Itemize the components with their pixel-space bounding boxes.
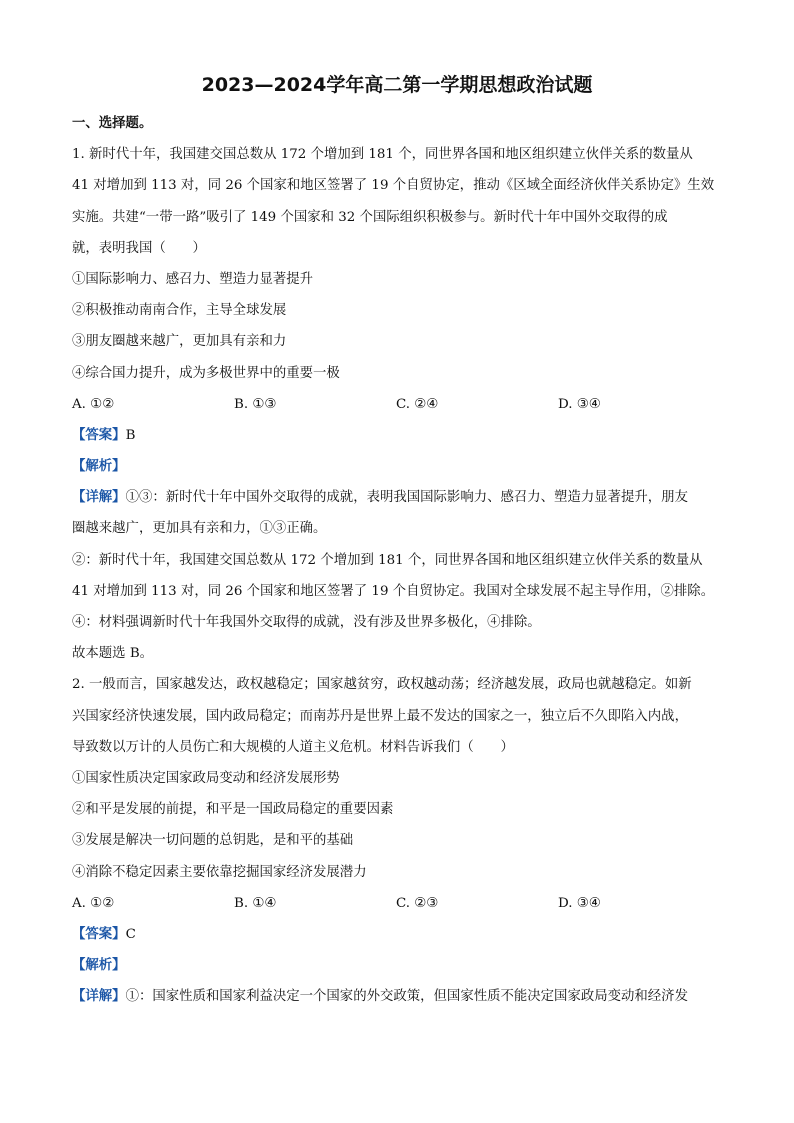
option-item: ④消除不稳定因素主要依靠挖掘国家经济发展潜力 <box>72 864 367 880</box>
question-text-line: 实施。共建“一带一路”吸引了 149 个国家和 32 个国际组织积极参与。新时代十年中国外交取得的成 <box>72 209 668 225</box>
answer-line <box>72 420 722 451</box>
choice-d: D. ③④ <box>558 895 601 911</box>
choice-c: C. ②③ <box>396 895 439 911</box>
detail-text: ①：国家性质和国家利益决定一个国家的外交政策，但国家性质不能决定国家政局变动和经济发 <box>125 989 688 1005</box>
answer-value: B <box>125 427 136 443</box>
detail-text-line: 圈越来越广，更加具有亲和力，①③正确。 <box>72 521 327 537</box>
detail-text-line: ②：新时代十年，我国建交国总数从 172 个增加到 181 个，同世界各国和地区组织建立伙伴关系的数量从 <box>72 552 703 568</box>
option-item: ③朋友圈越来越广，更加具有亲和力 <box>72 334 287 350</box>
detail-text-line: 41 对增加到 113 对，同 26 个国家和地区签署了 19 个自贸协定。我国对全球发展不起主导作用，②排除。 <box>72 583 715 599</box>
question-1 <box>72 139 722 669</box>
detail-tag: 【详解】 <box>72 490 126 506</box>
exam-content <box>72 108 722 1012</box>
question-text-line: 41 对增加到 113 对，同 26 个国家和地区签署了 19 个自贸协定，推动《区域全面经济伙伴关系协定》生效 <box>72 178 715 194</box>
answer-choices <box>72 389 722 420</box>
choice-b: B. ①③ <box>234 396 277 412</box>
option-item: ③发展是解决一切问题的总钥匙，是和平的基础 <box>72 833 354 849</box>
answer-tag: 【答案】 <box>72 427 126 443</box>
choice-b: B. ①④ <box>234 895 277 911</box>
choice-c: C. ②④ <box>396 396 439 412</box>
question-text-line: 2. 一般而言，国家越发达，政权越稳定；国家越贫穷，政权越动荡；经济越发展，政局也就越稳定。如新 <box>72 677 692 693</box>
answer-line <box>72 919 722 950</box>
analysis-tag: 【解析】 <box>72 958 126 974</box>
choice-a: A. ①② <box>72 396 115 412</box>
detail-text-line: 故本题选 B。 <box>72 646 154 662</box>
detail-line <box>72 981 722 1012</box>
analysis-tag: 【解析】 <box>72 459 126 475</box>
detail-line <box>72 482 722 513</box>
question-text-line: 就，表明我国（ ） <box>72 240 206 256</box>
page-title: 2023—2024学年高二第一学期思想政治试题 <box>201 74 593 96</box>
question-text-line: 1. 新时代十年，我国建交国总数从 172 个增加到 181 个，同世界各国和地区组织建立伙伴关系的数量从 <box>72 147 693 163</box>
choice-a: A. ①② <box>72 895 115 911</box>
detail-text-line: ④：材料强调新时代十年我国外交取得的成就，没有涉及世界多极化，④排除。 <box>72 615 541 630</box>
option-item: ①国家性质决定国家政局变动和经济发展形势 <box>72 770 340 786</box>
option-item: ①国际影响力、感召力、塑造力显著提升 <box>72 271 314 287</box>
option-item: ④综合国力提升，成为多极世界中的重要一极 <box>72 365 340 381</box>
answer-tag: 【答案】 <box>72 926 126 942</box>
question-text-line: 兴国家经济快速发展，国内政局稳定；而南苏丹是世界上最不发达的国家之一，独立后不久即陷入内战， <box>72 708 688 724</box>
question-2 <box>72 669 722 1012</box>
option-item: ②积极推动南南合作，主导全球发展 <box>72 303 287 319</box>
answer-value: C <box>125 926 136 942</box>
choice-d: D. ③④ <box>558 396 601 412</box>
option-item: ②和平是发展的前提，和平是一国政局稳定的重要因素 <box>72 802 394 818</box>
detail-text: ①③：新时代十年中国外交取得的成就，表明我国国际影响力、感召力、塑造力显著提升，朋友 <box>125 490 688 506</box>
answer-choices <box>72 888 722 919</box>
detail-tag: 【详解】 <box>72 989 126 1005</box>
section-heading: 一、选择题。 <box>72 116 153 131</box>
question-text-line: 导致数以万计的人员伤亡和大规模的人道主义危机。材料告诉我们（ ） <box>72 739 514 755</box>
